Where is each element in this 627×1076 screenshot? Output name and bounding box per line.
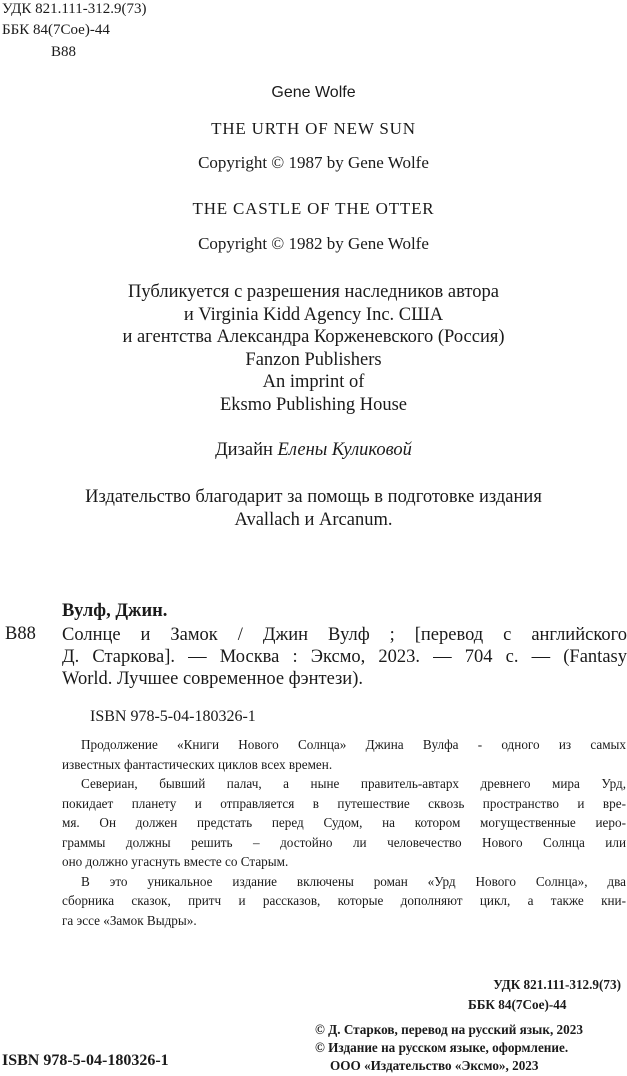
annotation-line: га эссе «Замок Выдры». <box>62 912 197 928</box>
annotation-paragraph <box>62 735 626 774</box>
work2-copyright: Copyright © 1982 by Gene Wolfe <box>198 234 429 253</box>
annotation-line: граммы должны решить – достойно ли человечество Нового Солнца или <box>62 834 626 850</box>
original-author: Gene Wolfe <box>271 84 356 101</box>
work1-title: THE URTH OF NEW SUN <box>211 119 416 138</box>
permission-block <box>0 281 627 416</box>
permission-line: Fanzon Publishers <box>245 349 382 370</box>
bbk-code-bottom: ББК 84(7Сое)-44 <box>468 997 567 1012</box>
permission-line: Публикуется с разрешения наследников автора <box>128 282 499 302</box>
design-credit <box>0 440 627 461</box>
permission-line: и Virginia Kidd Agency Inc. США <box>183 304 444 325</box>
author-mark-top: В88 <box>51 44 77 60</box>
thanks-line: Avallach и Arcanum. <box>234 509 393 530</box>
copyright-edition: © Издание на русском языке, оформление. <box>315 1040 569 1055</box>
annotation-line: мя. Он должен предстать перед Судом, на котором могущественные иеро- <box>62 815 626 830</box>
annotation-paragraph <box>62 774 626 872</box>
biblio-text: Д. Старкова]. — Москва : Эксмо, 2023. — 704 с. — (Fantasy <box>62 647 627 667</box>
bbk-code-top: ББК 84(7Сое)-44 <box>2 22 110 38</box>
designer-name: Елены Куликовой <box>277 440 412 460</box>
design-label: Дизайн <box>215 440 273 460</box>
work2-title: THE CASTLE OF THE OTTER <box>192 199 435 218</box>
biblio-line-2 <box>62 646 627 669</box>
copyright-publisher: ООО «Издательство «Эксмо», 2023 <box>330 1058 539 1073</box>
work1-copyright: Copyright © 1987 by Gene Wolfe <box>198 153 429 172</box>
biblio-line-1 <box>62 624 627 647</box>
permission-line: Eksmo Publishing House <box>219 394 408 415</box>
annotation-line: сборника сказок, притч и рассказов, которые дополняют цикл, а также кни- <box>62 893 626 908</box>
annotation-line: известных фантастических циклов всех времен. <box>62 756 333 772</box>
biblio-text: Солнце и Замок / Джин Вулф ; [перевод с английского <box>62 625 627 645</box>
isbn-entry: ISBN 978-5-04-180326-1 <box>90 708 256 725</box>
annotation-line: Продолжение «Книги Нового Солнца» Джина Вулфа - одного из самых <box>81 737 626 752</box>
annotation-paragraph <box>62 872 626 931</box>
biblio-mark: В88 <box>5 624 36 644</box>
udk-code-bottom: УДК 821.111-312.9(73) <box>493 977 621 992</box>
thanks-line: Издательство благодарит за помощь в подготовке издания <box>85 487 542 507</box>
annotation-line: В это уникальное издание включены роман «Урд Нового Солнца», два <box>81 873 626 889</box>
annotation-line: покидает планету и отправляется в путешествие сквозь пространство и вре- <box>62 795 626 811</box>
thanks-block <box>0 486 627 531</box>
udk-code-top: УДК 821.111-312.9(73) <box>2 1 147 17</box>
copyright-translation: © Д. Старков, перевод на русский язык, 2023 <box>315 1022 583 1037</box>
biblio-line-3: World. Лучшее современное фэнтези). <box>62 669 363 689</box>
permission-line: и агентства Александра Корженевского (Россия) <box>122 327 505 347</box>
annotation-line: Севериан, бывший палач, а ныне правитель-автарх древнего мира Урд, <box>81 776 626 791</box>
annotation <box>62 735 626 930</box>
biblio-heading: Вулф, Джин. <box>62 601 168 621</box>
annotation-line: оно должно угаснуть вместе со Старым. <box>62 854 289 869</box>
isbn-bottom: ISBN 978-5-04-180326-1 <box>2 1052 169 1069</box>
permission-line: An imprint of <box>262 372 365 392</box>
